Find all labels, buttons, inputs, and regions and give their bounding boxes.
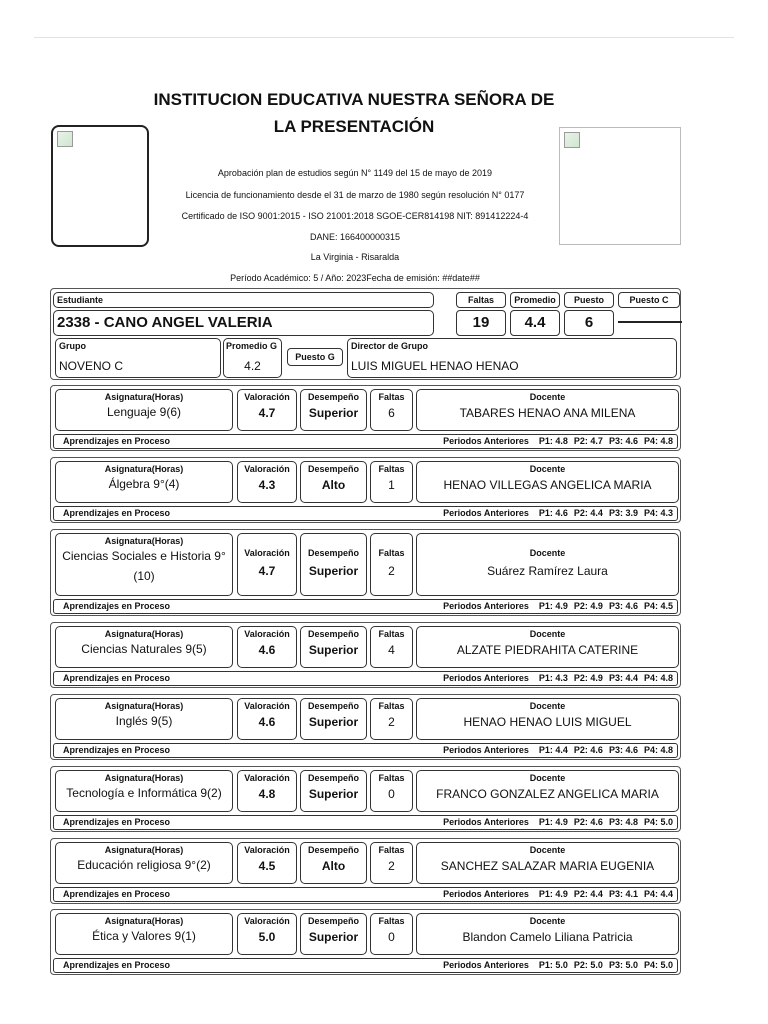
aprendizajes-label: Aprendizajes en Proceso [63, 960, 171, 970]
aprendizajes-label: Aprendizajes en Proceso [63, 508, 171, 518]
subject-faltas-header: Faltas [378, 392, 405, 402]
subject-docente-cell [416, 461, 679, 503]
subject-block [50, 909, 681, 975]
period-score: P1: 5.0 [538, 960, 568, 970]
period-score: P2: 4.7 [573, 436, 603, 446]
subject-faltas-header: Faltas [378, 773, 405, 783]
subject-faltas-header: Faltas [378, 845, 405, 855]
subject-faltas-cell [370, 770, 413, 812]
subject-name-header: Asignatura(Horas) [104, 392, 184, 402]
subject-block [50, 457, 681, 523]
grupo-value: NOVENO C [59, 359, 124, 373]
subject-footer [53, 887, 678, 902]
grupo-box [55, 338, 221, 378]
subject-docente: TABARES HENAO ANA MILENA [459, 406, 636, 420]
subject-footer [53, 506, 678, 521]
subject-block [50, 529, 681, 616]
period-score: P3: 5.0 [608, 960, 638, 970]
period-score: P3: 3.9 [608, 508, 638, 518]
subject-docente-header: Docente [529, 773, 566, 783]
periodos-label: Periodos Anteriores [443, 889, 529, 899]
subject-block [50, 385, 681, 451]
puesto-c-label: Puesto C [618, 292, 680, 308]
faltas-label: Faltas [456, 292, 506, 308]
periodos-anteriores [443, 435, 673, 448]
period-score: P2: 4.6 [573, 745, 603, 755]
subject-faltas-cell [370, 626, 413, 668]
subject-name: Inglés 9(5) [115, 714, 173, 728]
periodos-anteriores [443, 672, 673, 685]
subject-name-cell [55, 461, 233, 503]
subject-name: Educación religiosa 9°(2) [77, 858, 211, 872]
period-score: P1: 4.8 [538, 436, 568, 446]
aprendizajes-label: Aprendizajes en Proceso [63, 673, 171, 683]
aprendizajes-label: Aprendizajes en Proceso [63, 601, 171, 611]
subject-desempeno: Superior [308, 787, 359, 801]
subject-valoracion: 4.5 [258, 859, 276, 873]
puesto-label: Puesto [564, 292, 614, 308]
student-name-box [53, 310, 434, 336]
period-score: P4: 4.3 [643, 508, 673, 518]
subject-docente-cell [416, 626, 679, 668]
subject-block [50, 766, 681, 832]
period-score: P4: 4.4 [643, 889, 673, 899]
period-score: P3: 4.8 [608, 817, 638, 827]
subject-docente-header: Docente [529, 464, 566, 474]
subject-desempeno-header: Desempeño [307, 548, 360, 558]
subject-footer [53, 743, 678, 758]
subject-name: Ética y Valores 9(1) [92, 929, 196, 943]
subject-docente: HENAO VILLEGAS ANGELICA MARIA [443, 478, 652, 492]
subject-faltas: 1 [388, 478, 395, 492]
director-box [347, 338, 677, 378]
subject-name-cell [55, 770, 233, 812]
subject-docente-cell [416, 698, 679, 740]
subject-desempeno: Alto [321, 859, 346, 873]
puesto-value: 6 [564, 310, 614, 336]
subject-name: Lenguaje 9(6) [106, 405, 182, 419]
subject-name-header: Asignatura(Horas) [104, 464, 184, 474]
periodos-label: Periodos Anteriores [443, 960, 529, 970]
subject-valoracion-cell [237, 626, 297, 668]
subject-desempeno-cell [300, 770, 367, 812]
subject-name-cell [55, 626, 233, 668]
subject-block [50, 838, 681, 904]
subject-desempeno-header: Desempeño [307, 916, 360, 926]
subject-desempeno-header: Desempeño [307, 392, 360, 402]
faltas-value: 19 [456, 310, 506, 336]
period-score: P1: 4.9 [538, 817, 568, 827]
academic-period: Período Académico: 5 / Año: 2023Fecha de emisión: ##date## [230, 273, 480, 283]
aprendizajes-label: Aprendizajes en Proceso [63, 745, 171, 755]
subject-docente-header: Docente [529, 845, 566, 855]
subject-faltas: 4 [388, 643, 395, 657]
subject-desempeno-header: Desempeño [307, 845, 360, 855]
subject-name-cell [55, 533, 233, 596]
subject-docente: FRANCO GONZALEZ ANGELICA MARIA [436, 787, 659, 801]
subject-faltas-header: Faltas [378, 916, 405, 926]
subject-docente: ALZATE PIEDRAHITA CATERINE [456, 643, 639, 657]
grupo-label: Grupo [59, 341, 86, 351]
puesto-c-value [618, 321, 682, 323]
promedio-g-label: Promedio G [226, 341, 278, 351]
subject-name: Ciencias Sociales e Historia 9°(10) [62, 549, 226, 583]
periodos-anteriores [443, 744, 673, 757]
subject-valoracion-header: Valoración [244, 548, 290, 558]
school-logo-right [559, 127, 681, 245]
subject-desempeno-header: Desempeño [307, 773, 360, 783]
periodos-label: Periodos Anteriores [443, 601, 529, 611]
subject-docente-header: Docente [529, 548, 566, 558]
subject-docente-header: Docente [529, 916, 566, 926]
aprendizajes-label: Aprendizajes en Proceso [63, 889, 171, 899]
subject-valoracion-header: Valoración [244, 916, 290, 926]
subject-faltas-header: Faltas [378, 629, 405, 639]
subject-valoracion: 4.6 [258, 643, 276, 657]
subject-faltas-header: Faltas [378, 464, 405, 474]
subject-block [50, 622, 681, 688]
periodos-label: Periodos Anteriores [443, 673, 529, 683]
subject-faltas: 0 [388, 930, 395, 944]
subject-faltas: 2 [388, 564, 395, 578]
subject-docente: SANCHEZ SALAZAR MARIA EUGENIA [440, 859, 655, 873]
subject-name-cell [55, 842, 233, 884]
periodos-anteriores [443, 816, 673, 829]
subject-faltas: 2 [388, 859, 395, 873]
subject-valoracion-header: Valoración [244, 629, 290, 639]
subject-desempeno: Superior [308, 643, 359, 657]
period-score: P1: 4.3 [538, 673, 568, 683]
subject-docente-cell [416, 842, 679, 884]
student-section [50, 288, 681, 380]
subject-faltas-cell [370, 461, 413, 503]
info-line: Certificado de ISO 9001:2015 - ISO 21001:2018 SGOE-CER814198 NIT: 891412224-4 [181, 211, 529, 221]
subject-desempeno: Superior [308, 564, 359, 578]
info-line: Aprobación plan de estudios según N° 1149 del 15 de mayo de 2019 [217, 168, 493, 178]
institution-title: INSTITUCION EDUCATIVA NUESTRA SEÑORA DE LA PRESENTACIÓN [153, 90, 555, 136]
subject-faltas-cell [370, 698, 413, 740]
broken-image-icon [57, 131, 73, 147]
period-score: P2: 4.9 [573, 673, 603, 683]
subject-faltas-header: Faltas [378, 548, 405, 558]
period-score: P2: 4.6 [573, 817, 603, 827]
subject-name: Ciencias Naturales 9(5) [81, 642, 207, 656]
period-score: P2: 4.9 [573, 601, 603, 611]
subject-faltas-cell [370, 913, 413, 955]
subject-footer [53, 434, 678, 449]
subject-name-cell [55, 389, 233, 431]
student-label-box [53, 292, 434, 308]
subject-faltas-cell [370, 389, 413, 431]
subject-valoracion-header: Valoración [244, 773, 290, 783]
subject-desempeno-cell [300, 913, 367, 955]
promedio-g-value: 4.2 [244, 359, 261, 373]
subject-valoracion-header: Valoración [244, 464, 290, 474]
subject-valoracion-header: Valoración [244, 392, 290, 402]
subject-desempeno: Superior [308, 930, 359, 944]
subject-desempeno-header: Desempeño [307, 464, 360, 474]
subject-footer [53, 958, 678, 973]
periodos-anteriores [443, 600, 673, 613]
period-score: P2: 5.0 [573, 960, 603, 970]
subject-desempeno-cell [300, 461, 367, 503]
director-value: LUIS MIGUEL HENAO HENAO [351, 359, 519, 373]
info-line: La Virginia - Risaralda [310, 252, 400, 262]
subject-name-header: Asignatura(Horas) [104, 845, 184, 855]
subject-valoracion: 4.3 [258, 478, 276, 492]
period-score: P1: 4.4 [538, 745, 568, 755]
subject-faltas-cell [370, 533, 413, 596]
subject-docente: Blandon Camelo Liliana Patricia [462, 930, 633, 944]
top-divider [34, 37, 734, 38]
subject-docente-header: Docente [529, 701, 566, 711]
subject-name-header: Asignatura(Horas) [104, 773, 184, 783]
subject-name-header: Asignatura(Horas) [104, 701, 184, 711]
periodos-label: Periodos Anteriores [443, 508, 529, 518]
periodos-anteriores [443, 959, 673, 972]
subject-valoracion-cell [237, 913, 297, 955]
period-score: P1: 4.9 [538, 889, 568, 899]
subject-footer [53, 599, 678, 614]
aprendizajes-label: Aprendizajes en Proceso [63, 817, 171, 827]
period-score: P3: 4.6 [608, 601, 638, 611]
period-score: P4: 4.8 [643, 745, 673, 755]
subject-name-cell [55, 698, 233, 740]
subject-docente-header: Docente [529, 392, 566, 402]
subject-valoracion-cell [237, 842, 297, 884]
subject-valoracion-cell [237, 698, 297, 740]
periodos-label: Periodos Anteriores [443, 436, 529, 446]
subject-valoracion: 4.7 [258, 564, 276, 578]
subject-footer [53, 815, 678, 830]
subject-name-header: Asignatura(Horas) [104, 536, 184, 546]
period-score: P4: 5.0 [643, 960, 673, 970]
subject-name-cell [55, 913, 233, 955]
subject-faltas-header: Faltas [378, 701, 405, 711]
subject-valoracion: 4.7 [258, 406, 276, 420]
period-score: P3: 4.1 [608, 889, 638, 899]
subject-docente-cell [416, 770, 679, 812]
period-score: P2: 4.4 [573, 508, 603, 518]
subject-valoracion-header: Valoración [244, 701, 290, 711]
subject-desempeno: Superior [308, 715, 359, 729]
period-score: P4: 4.8 [643, 673, 673, 683]
period-score: P2: 4.4 [573, 889, 603, 899]
subject-block [50, 694, 681, 760]
puesto-g-label: Puesto G [287, 348, 343, 366]
subject-desempeno-cell [300, 626, 367, 668]
subject-docente: HENAO HENAO LUIS MIGUEL [463, 715, 632, 729]
subject-faltas: 0 [388, 787, 395, 801]
subject-valoracion-cell [237, 461, 297, 503]
promedio-g-box [223, 338, 282, 378]
subject-faltas-cell [370, 842, 413, 884]
info-line: DANE: 166400000315 [309, 232, 401, 242]
period-score: P3: 4.4 [608, 673, 638, 683]
subject-docente-cell [416, 533, 679, 596]
period-score: P4: 4.5 [643, 601, 673, 611]
promedio-value: 4.4 [510, 310, 560, 336]
director-label: Director de Grupo [351, 341, 429, 351]
subject-footer [53, 671, 678, 686]
period-score: P4: 5.0 [643, 817, 673, 827]
subject-desempeno-cell [300, 533, 367, 596]
subject-valoracion-cell [237, 770, 297, 812]
subject-valoracion: 4.6 [258, 715, 276, 729]
period-score: P1: 4.9 [538, 601, 568, 611]
info-line: Licencia de funcionamiento desde el 31 de marzo de 1980 según resolución N° 0177 [185, 190, 525, 200]
broken-image-icon [564, 132, 580, 148]
subject-docente-cell [416, 389, 679, 431]
school-logo-left [51, 125, 149, 247]
period-score: P3: 4.6 [608, 436, 638, 446]
subject-name-header: Asignatura(Horas) [104, 629, 184, 639]
subject-valoracion-cell [237, 533, 297, 596]
subject-docente: Suárez Ramírez Laura [487, 564, 608, 578]
subject-name: Álgebra 9°(4) [108, 477, 180, 491]
subject-desempeno-cell [300, 842, 367, 884]
periodos-label: Periodos Anteriores [443, 817, 529, 827]
subject-valoracion-header: Valoración [244, 845, 290, 855]
subject-faltas: 2 [388, 715, 395, 729]
subject-desempeno-cell [300, 698, 367, 740]
subject-valoracion: 4.8 [258, 787, 276, 801]
subject-desempeno: Superior [308, 406, 359, 420]
periodos-anteriores [443, 888, 673, 901]
promedio-label: Promedio [510, 292, 560, 308]
periodos-label: Periodos Anteriores [443, 745, 529, 755]
subject-desempeno: Alto [321, 478, 346, 492]
subject-desempeno-header: Desempeño [307, 701, 360, 711]
subject-desempeno-header: Desempeño [307, 629, 360, 639]
period-score: P4: 4.8 [643, 436, 673, 446]
student-label: Estudiante [57, 295, 104, 305]
period-score: P3: 4.6 [608, 745, 638, 755]
subject-docente-cell [416, 913, 679, 955]
aprendizajes-label: Aprendizajes en Proceso [63, 436, 171, 446]
subject-docente-header: Docente [529, 629, 566, 639]
subject-valoracion-cell [237, 389, 297, 431]
subject-faltas: 6 [388, 406, 395, 420]
period-score: P1: 4.6 [538, 508, 568, 518]
periodos-anteriores [443, 507, 673, 520]
subject-name: Tecnología e Informática 9(2) [66, 786, 222, 800]
subject-valoracion: 5.0 [258, 930, 276, 944]
subject-name-header: Asignatura(Horas) [104, 916, 184, 926]
student-name: 2338 - CANO ANGEL VALERIA [57, 314, 273, 331]
subject-desempeno-cell [300, 389, 367, 431]
